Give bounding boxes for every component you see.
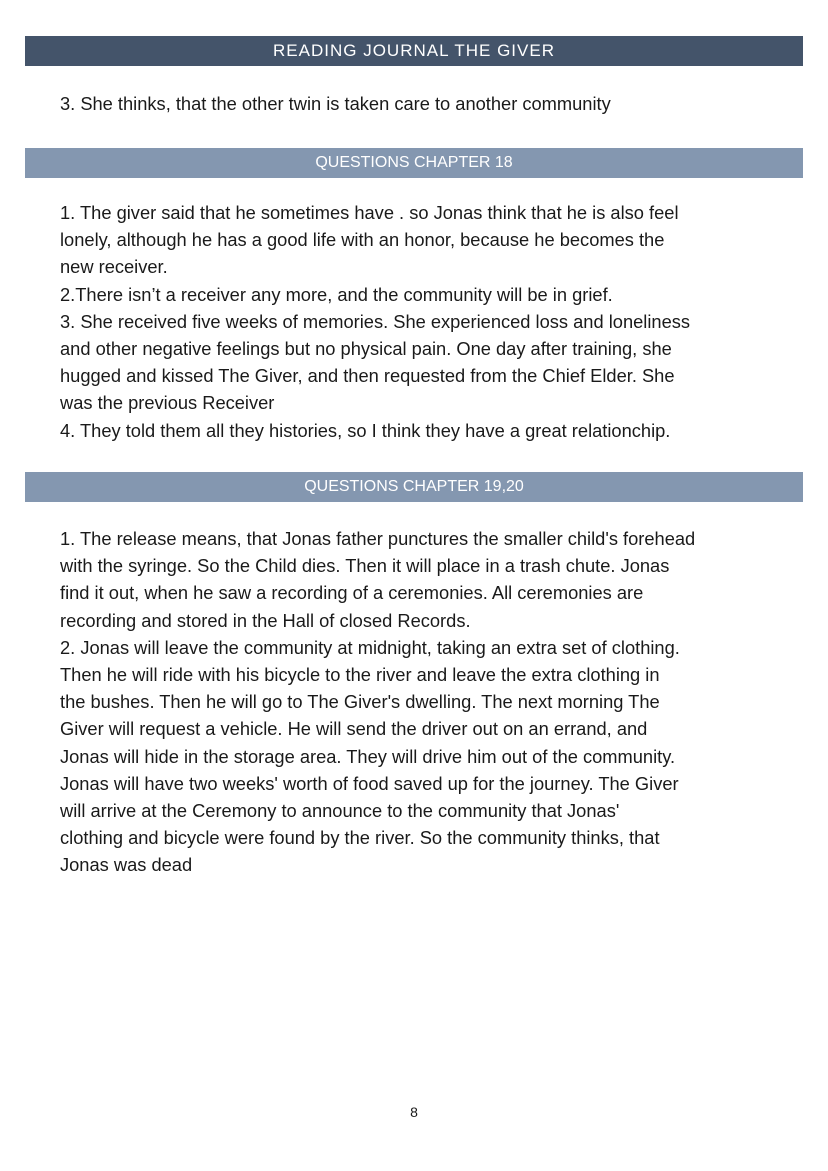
- text-line: 4. They told them all they histories, so I think they have a great relationchip.: [60, 419, 671, 441]
- text-line: Giver will request a vehicle. He will send the driver out on an errand, and: [60, 718, 648, 740]
- text-line: Jonas was dead: [60, 854, 193, 876]
- text-line: the bushes. Then he will go to The Giver's dwelling. The next morning The: [60, 691, 660, 713]
- text-line: 2.There isn’t a receiver any more, and the community will be in grief.: [60, 283, 613, 305]
- text-line: 2. Jonas will leave the community at midnight, taking an extra set of clothing.: [60, 636, 680, 658]
- text-line: 1. The release means, that Jonas father punctures the smaller child's forehead: [60, 528, 696, 549]
- text-line: with the syringe. So the Child dies. Then it will place in a trash chute. Jonas: [60, 555, 670, 577]
- text-line: Then he will ride with his bicycle to the river and leave the extra clothing in: [60, 663, 660, 685]
- text-line: hugged and kissed The Giver, and then requested from the Chief Elder. She: [60, 365, 675, 387]
- section-title: QUESTIONS CHAPTER 18: [315, 154, 513, 171]
- text-line: 1. The giver said that he sometimes have . so Jonas think that he is also feel: [60, 202, 679, 223]
- page-number: 8: [410, 1104, 418, 1120]
- text-line: recording and stored in the Hall of closed Records.: [60, 609, 471, 631]
- section-header-chapter-19-20: [25, 472, 803, 502]
- chapter-19-20-answers: [60, 525, 780, 878]
- text-line: new receiver.: [60, 256, 168, 278]
- text-line: and other negative feelings but no physical pain. One day after training, she: [60, 337, 672, 359]
- text-line: find it out, when he saw a recording of a ceremonies. All ceremonies are: [60, 582, 644, 604]
- text-line: was the previous Receiver: [60, 392, 275, 414]
- text-line: 3. She received five weeks of memories. She experienced loss and loneliness: [60, 310, 691, 332]
- intro-answer: [60, 90, 780, 117]
- text-line: Jonas will have two weeks' worth of food saved up for the journey. The Giver: [60, 772, 679, 794]
- journal-title: READING JOURNAL THE GIVER: [273, 41, 555, 60]
- text-line: 3. She thinks, that the other twin is taken care to another community: [60, 93, 611, 114]
- text-line: clothing and bicycle were found by the river. So the community thinks, that: [60, 827, 660, 849]
- section-header-chapter-18: [25, 148, 803, 178]
- text-line: lonely, although he has a good life with an honor, because he becomes the: [60, 229, 665, 251]
- text-line: will arrive at the Ceremony to announce to the community that Jonas': [60, 799, 620, 821]
- text-line: Jonas will hide in the storage area. They will drive him out of the community.: [60, 745, 676, 767]
- chapter-18-answers: [60, 199, 780, 444]
- section-title: QUESTIONS CHAPTER 19,20: [304, 478, 524, 495]
- journal-title-bar: [25, 36, 803, 66]
